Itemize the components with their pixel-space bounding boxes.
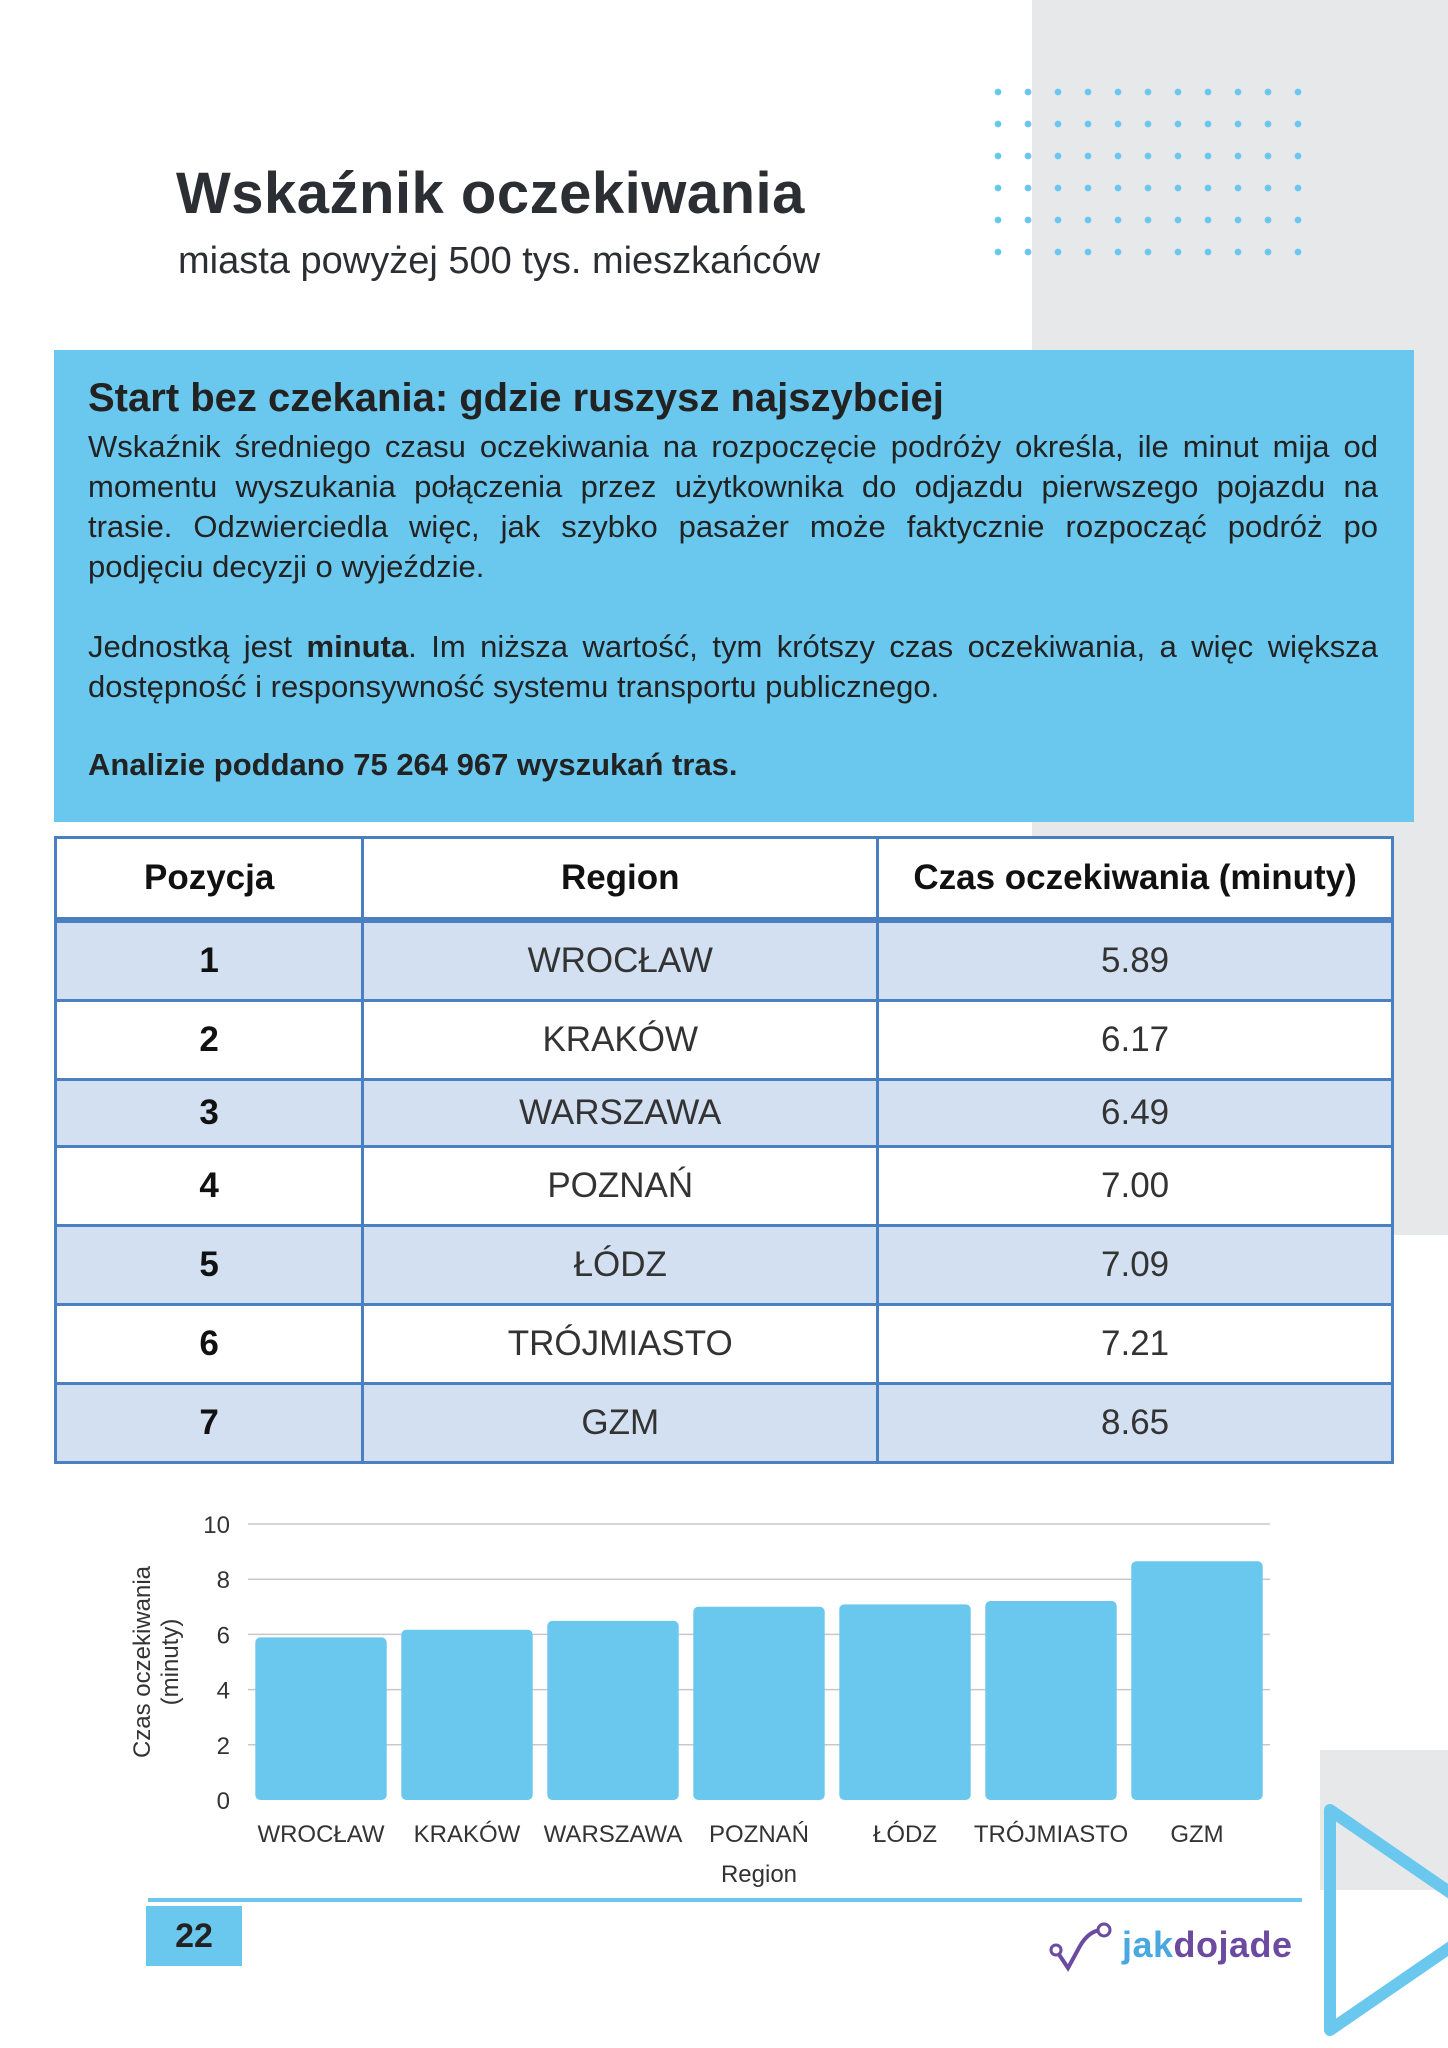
decorative-dot xyxy=(1235,217,1242,224)
ranking-table xyxy=(54,836,1394,1464)
decorative-dot xyxy=(1055,153,1062,160)
decorative-dot xyxy=(1265,121,1272,128)
cell-wait-time: 7.00 xyxy=(878,1147,1393,1226)
unit-keyword: minuta xyxy=(306,629,409,664)
page-subtitle: miasta powyżej 500 tys. mieszkańców xyxy=(178,240,821,282)
unit-text-after: . Im niższa wartość, tym krótszy czas oczekiwania, a więc większa dostępność i responsywność systemu transportu publicznego. xyxy=(88,629,1378,704)
footer-divider xyxy=(148,1898,1302,1902)
decorative-dot xyxy=(1295,153,1302,160)
decorative-dot xyxy=(1085,217,1092,224)
decorative-dot-grid xyxy=(988,80,1308,260)
decorative-dot xyxy=(1145,185,1152,192)
decorative-dot xyxy=(1055,249,1062,256)
decorative-dot xyxy=(1055,89,1062,96)
table-row xyxy=(56,1384,1393,1463)
decorative-dot xyxy=(1295,217,1302,224)
decorative-dot xyxy=(1205,89,1212,96)
cell-position: 1 xyxy=(56,920,363,1001)
decorative-dot xyxy=(1085,249,1092,256)
cell-region: WROCŁAW xyxy=(363,920,878,1001)
decorative-dot xyxy=(1175,185,1182,192)
unit-text-before: Jednostką jest xyxy=(88,629,307,664)
decorative-dot xyxy=(995,89,1002,96)
cell-region: TRÓJMIASTO xyxy=(363,1305,878,1384)
x-axis-label: Region xyxy=(720,1861,798,1888)
cell-wait-time: 7.09 xyxy=(878,1226,1393,1305)
table-row xyxy=(56,1147,1393,1226)
bar-łódz xyxy=(839,1604,970,1800)
decorative-dot xyxy=(1265,185,1272,192)
info-paragraph-unit xyxy=(88,627,1378,707)
cell-position: 4 xyxy=(56,1147,363,1226)
decorative-dot xyxy=(1145,153,1152,160)
decorative-dot xyxy=(1115,217,1122,224)
cell-region: WARSZAWA xyxy=(363,1080,878,1147)
decorative-dot xyxy=(1115,121,1122,128)
decorative-dot xyxy=(1145,89,1152,96)
bar-warszawa xyxy=(547,1621,678,1800)
x-tick-label: GZM xyxy=(1170,1821,1224,1848)
decorative-dot xyxy=(1295,121,1302,128)
y-tick-label: 10 xyxy=(203,1512,230,1539)
decorative-dot xyxy=(1085,89,1092,96)
decorative-dot xyxy=(1205,249,1212,256)
x-tick-label: WARSZAWA xyxy=(543,1821,683,1848)
decorative-dot xyxy=(995,217,1002,224)
cell-wait-time: 7.21 xyxy=(878,1305,1393,1384)
decorative-dot xyxy=(1175,153,1182,160)
decorative-dot xyxy=(1205,217,1212,224)
decorative-dot xyxy=(1295,89,1302,96)
decorative-dot xyxy=(1025,89,1032,96)
header-region: Region xyxy=(363,838,878,921)
decorative-dot xyxy=(1025,217,1032,224)
decorative-dot xyxy=(1085,185,1092,192)
decorative-dot xyxy=(1115,153,1122,160)
y-axis-label: Czas oczekiwania xyxy=(129,1565,156,1759)
y-tick-label: 6 xyxy=(216,1622,230,1650)
decorative-dot xyxy=(1235,121,1242,128)
decorative-dot xyxy=(1025,185,1032,192)
x-tick-label: WROCŁAW xyxy=(257,1821,385,1848)
decorative-dot xyxy=(1085,121,1092,128)
jakdojade-logo xyxy=(1048,1920,1308,1980)
bar-gzm xyxy=(1131,1561,1262,1800)
decorative-dot xyxy=(1145,121,1152,128)
decorative-dot xyxy=(1025,249,1032,256)
decorative-dot xyxy=(1265,153,1272,160)
info-heading: Start bez czekania: gdzie ruszysz najszybciej xyxy=(88,376,944,420)
table-row xyxy=(56,1080,1393,1147)
decorative-dot xyxy=(995,249,1002,256)
info-paragraph-definition: Wskaźnik średniego czasu oczekiwania na rozpoczęcie podróży określa, ile minut mija od momentu wyszukania połączenia przez użytkownika do odjazdu pierwszego pojazdu na trasie. Odzwierciedla więc, jak szybko pasażer może faktycznie rozpocząć podróż po podjęciu decyzji o wyjeździe. xyxy=(88,429,1378,584)
bar-kraków xyxy=(401,1630,532,1800)
decorative-dot xyxy=(995,121,1002,128)
cell-wait-time: 5.89 xyxy=(878,920,1393,1001)
bar-wrocław xyxy=(255,1637,386,1800)
table-row xyxy=(56,1226,1393,1305)
cell-region: POZNAŃ xyxy=(363,1147,878,1226)
decorative-dot xyxy=(1175,89,1182,96)
decorative-dot xyxy=(1055,185,1062,192)
cell-position: 5 xyxy=(56,1226,363,1305)
y-tick-label: 0 xyxy=(216,1788,230,1815)
cell-position: 6 xyxy=(56,1305,363,1384)
cell-wait-time: 6.17 xyxy=(878,1001,1393,1080)
decorative-dot xyxy=(1235,249,1242,256)
x-tick-label: TRÓJMIASTO xyxy=(973,1821,1129,1848)
x-tick-label: ŁÓDZ xyxy=(872,1821,938,1848)
cell-wait-time: 6.49 xyxy=(878,1080,1393,1147)
info-search-count: Analizie poddano 75 264 967 wyszukań tras. xyxy=(88,747,738,782)
decorative-dot xyxy=(1145,249,1152,256)
decorative-dot xyxy=(1205,153,1212,160)
cell-region: ŁÓDZ xyxy=(363,1226,878,1305)
cell-wait-time: 8.65 xyxy=(878,1384,1393,1463)
decorative-dot xyxy=(1085,153,1092,160)
decorative-dot xyxy=(1115,89,1122,96)
page-title: Wskaźnik oczekiwania xyxy=(176,161,805,226)
wait-time-bar-chart xyxy=(120,1490,1320,1890)
y-axis-label-unit: (minuty) xyxy=(157,1618,184,1706)
info-box xyxy=(54,350,1414,822)
x-tick-label: KRAKÓW xyxy=(413,1821,521,1848)
logo-wordmark xyxy=(1122,1924,1293,1966)
cell-region: GZM xyxy=(363,1384,878,1463)
bar-trójmiasto xyxy=(985,1601,1116,1800)
decorative-dot xyxy=(1025,121,1032,128)
table-header-row xyxy=(56,838,1393,921)
decorative-dot xyxy=(1235,89,1242,96)
decorative-dot xyxy=(1055,121,1062,128)
decorative-dot xyxy=(1175,249,1182,256)
logo-suffix: dojade xyxy=(1173,1924,1293,1965)
decorative-dot xyxy=(1265,89,1272,96)
route-logo-icon xyxy=(1048,1920,1118,1980)
x-tick-label: POZNAŃ xyxy=(708,1821,810,1848)
table-row xyxy=(56,1305,1393,1384)
table-row xyxy=(56,1001,1393,1080)
cell-position: 2 xyxy=(56,1001,363,1080)
decorative-dot xyxy=(1265,217,1272,224)
decorative-dot xyxy=(1235,153,1242,160)
cell-region: KRAKÓW xyxy=(363,1001,878,1080)
decorative-dot xyxy=(1115,185,1122,192)
decorative-dot xyxy=(1175,121,1182,128)
decorative-dot xyxy=(1295,249,1302,256)
logo-prefix: jak xyxy=(1122,1924,1174,1965)
header-wait-time: Czas oczekiwania (minuty) xyxy=(878,838,1393,921)
cell-position: 7 xyxy=(56,1384,363,1463)
y-tick-label: 4 xyxy=(216,1677,230,1705)
decorative-dot xyxy=(995,185,1002,192)
decorative-dot xyxy=(1205,121,1212,128)
page-number: 22 xyxy=(146,1906,242,1966)
decorative-dot xyxy=(1235,185,1242,192)
decorative-dot xyxy=(1145,217,1152,224)
decorative-dot xyxy=(995,153,1002,160)
decorative-dot xyxy=(1265,249,1272,256)
decorative-dot xyxy=(1055,217,1062,224)
cell-position: 3 xyxy=(56,1080,363,1147)
y-tick-label: 2 xyxy=(216,1732,230,1760)
header-position: Pozycja xyxy=(56,838,363,921)
decorative-dot xyxy=(1175,217,1182,224)
table-row xyxy=(56,920,1393,1001)
bar-poznań xyxy=(693,1607,824,1800)
y-tick-label: 8 xyxy=(216,1567,230,1595)
decorative-dot xyxy=(1115,249,1122,256)
decorative-dot xyxy=(1025,153,1032,160)
decorative-dot xyxy=(1295,185,1302,192)
play-triangle-decoration xyxy=(1310,1780,1448,2048)
decorative-dot xyxy=(1205,185,1212,192)
